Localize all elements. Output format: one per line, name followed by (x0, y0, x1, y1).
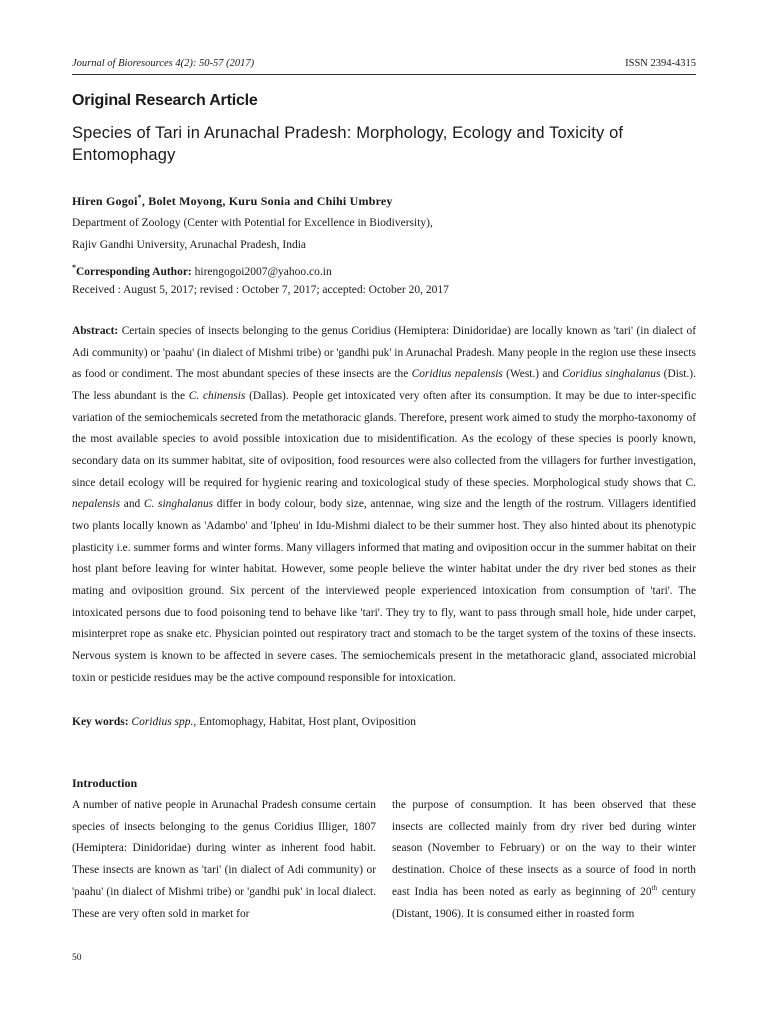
abstract-label: Abstract: (72, 325, 119, 337)
article-title: Species of Tari in Arunachal Pradesh: Morphology, Ecology and Toxicity of Entomophagy (72, 124, 624, 164)
corresponding-asterisk: * (72, 263, 76, 272)
journal-citation: Journal of Bioresources 4(2): 50-57 (2017) (72, 58, 255, 69)
author-first: Hiren Gogoi (72, 194, 138, 208)
header-rule (72, 74, 696, 75)
author-list (72, 193, 393, 209)
abstract-text: differ in body colour, body size, antennae, wing size and the length of the rostrum. Villagers identified two plants locally known as 'Adambo' and 'Ipheu' in Idu-Mishmi dialect to be their summer host. They also hinted about its phenotypic plasticity i.e. summer forms and winter forms. Many villagers informed that mating and oviposition occur in the summer habitat on their host plant before leaving for winter habitat. However, some people believe the winter habitat under the dry river bed stones as their mating and oviposition ground. Six percent of the interviewed people experienced intoxication from consumption of 'tari'. The intoxicated persons due to food poisoning tend to behave like 'tari'. They try to fly, want to pass through small hole, hide under carpet, misinterpret rope as snake etc. Physician pointed out respiratory tract and stomach to be the target system of the toxins of these insects. Nervous system is known to be affected in severe cases. The semiochemicals present in the metathoracic gland, associated microbial toxin or pesticide residues may be the active compound responsible for intoxication. (72, 498, 696, 684)
species-name: nepalensis (72, 498, 121, 511)
species-name: Coridius singhalanus (562, 368, 661, 381)
ordinal-superscript: th (651, 884, 657, 893)
section-heading-introduction: Introduction (72, 776, 138, 790)
corresponding-email[interactable]: hirengogoi2007@yahoo.co.in (194, 265, 332, 278)
intro-column-left: A number of native people in Arunachal Pradesh consume certain species of insects belonging to the genus Coridius Illiger, 1807 (Hemiptera: Dinidoridae) during winter as inherent food habit. These insects are known as 'tari' (in dialect of Adi community) or 'paahu' (in dialect of Mishmi tribe) or 'gandhi puk' in local dialect. These are very often sold in market for (72, 799, 376, 920)
abstract-text: Certain species of insects belonging to the genus Coridius (Hemiptera: Dinidoridae) are locally known as 'tari' (in dialect of Adi community) or 'paahu' (in dialect of Mishmi tribe) or 'gandhi puk' in Arunachal Pradesh. Many people in the region use these insects as food or condiment. The most abundant species of these insects are the (72, 325, 696, 381)
author-rest: , Bolet Moyong, Kuru Sonia and Chihi Umbrey (141, 194, 393, 208)
abstract-text: (Dist.). The less abundant is the (72, 368, 696, 402)
intro-column-right (392, 795, 696, 925)
affiliation-line-1: Department of Zoology (Center with Potential for Excellence in Biodiversity), (72, 217, 433, 229)
species-name: Coridius nepalensis (411, 368, 503, 381)
species-name: C. chinensis (188, 389, 246, 402)
corresponding-author (72, 261, 332, 279)
keyword-genus: Coridius spp. (131, 716, 194, 728)
keywords (72, 714, 696, 730)
running-header (72, 58, 696, 74)
abstract-text: and (123, 498, 141, 511)
keywords-label: Key words: (72, 716, 129, 728)
species-name: C. singhalanus (143, 498, 214, 511)
corresponding-label: Corresponding Author: (76, 265, 192, 278)
intro-text: the purpose of consumption. It has been observed that these insects are collected mainly from dry river bed during winter season (November to February) or on the way to their winter destination. Choice of these insects as a source of food in north east India has been noted as early as beginning of 20 (392, 799, 696, 898)
page-number: 50 (72, 953, 82, 963)
abstract-text: (West.) and (506, 368, 559, 381)
keyword-list: , Entomophagy, Habitat, Host plant, Oviposition (193, 716, 416, 728)
received-dates: Received : August 5, 2017; revised : October 7, 2017; accepted: October 20, 2017 (72, 284, 449, 296)
abstract-text: (Dallas). People get intoxicated very often after its consumption. It may be due to inter-specific variation of the semiochemicals secreted from the metathoracic glands. Therefore, present work aimed to study the morpho-taxonomy of the most available species to avoid possible intoxication due to misidentification. As the ecology of these species is poorly known, secondary data on its summer habitat, site of oviposition, food resources were also collected from the villagers for further investigation, since detail ecology will be required for hygienic rearing and toxicological study of these species. Morphological study shows that C. (72, 389, 697, 489)
article-type: Original Research Article (72, 92, 258, 109)
abstract (72, 321, 696, 689)
issn-number: ISSN 2394-4315 (625, 58, 696, 69)
corresponding-mark: * (137, 193, 142, 202)
intro-text: century (Distant, 1906). It is consumed either in roasted form (392, 885, 696, 920)
affiliation-line-2: Rajiv Gandhi University, Arunachal Pradesh, India (72, 239, 306, 251)
